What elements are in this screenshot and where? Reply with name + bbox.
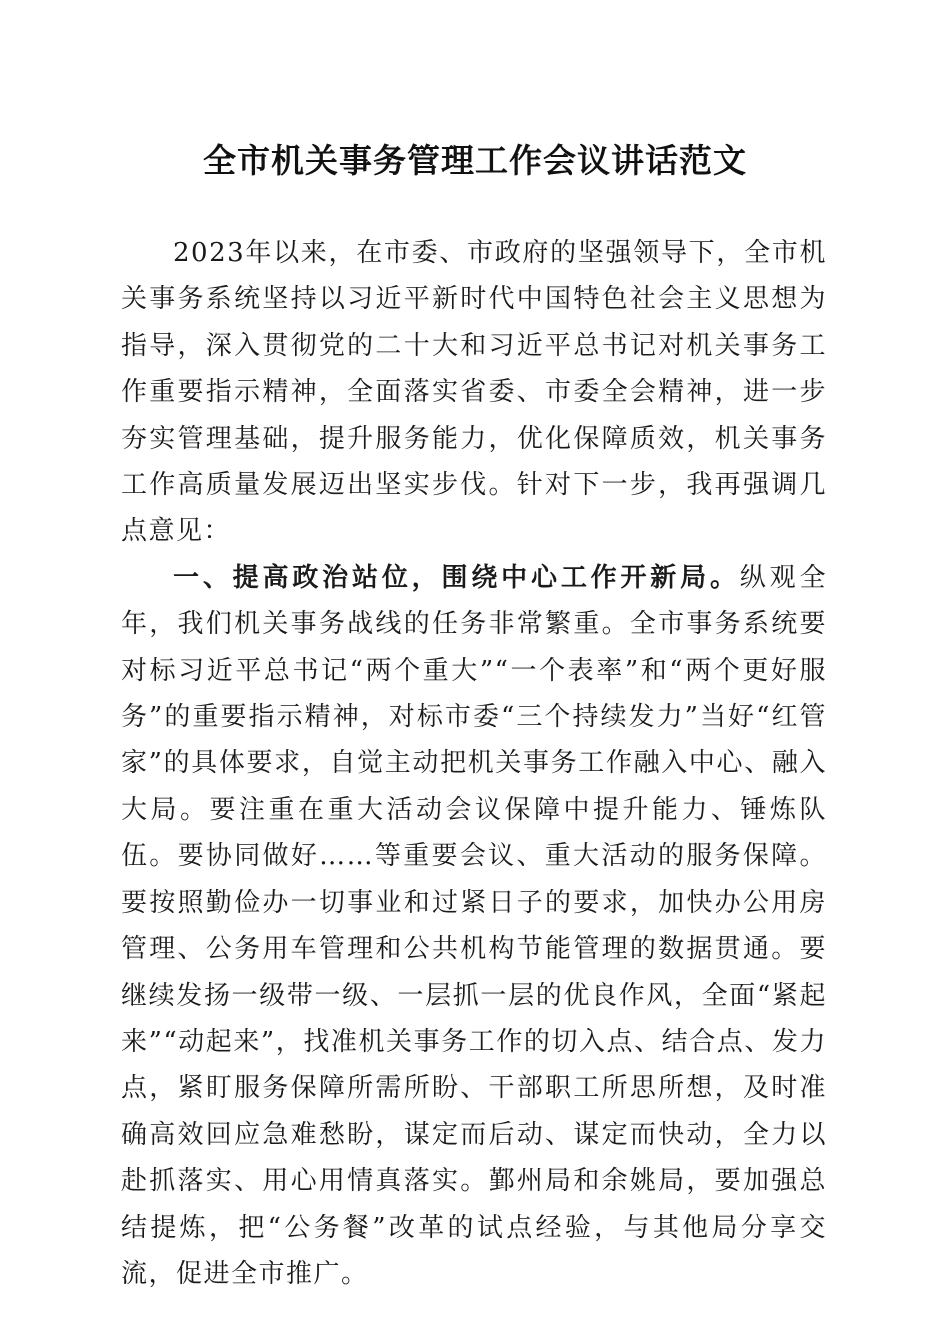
section-1-heading: 一、提高政治站位，围绕中心工作开新局。 xyxy=(173,562,740,593)
section-1-body: 纵观全年，我们机关事务战线的任务非常繁重。全市事务系统要对标习近平总书记“两个重大”“一个表率”和“两个更好服务”的重要指示精神，对标市委“三个持续发力”当好“红管家”的具体要求，自觉主动把机关事务工作融入中心、融入大局。要注重在重大活动会议保障中提升能力、锤炼队伍。要协同做好……等重要会议、重大活动的服务保障。要按照勤俭办一切事业和过紧日子的要求，加快办公用房管理、公务用车管理和公共机构节能管理的数据贯通。要继续发扬一级带一级、一层抓一层的优良作风，全面“紧起来”“动起来”，找准机关事务工作的切入点、结合点、发力点，紧盯服务保障所需所盼、干部职工所思所想，及时准确高效回应急难愁盼，谋定而后动、谋定而快动，全力以赴抓落实、用心用情真落实。鄞州局和余姚局，要加强总结提炼，把“公务餐”改革的试点经验，与其他局分享交流，促进全市推广。 xyxy=(121,562,827,1289)
section-1-paragraph xyxy=(121,555,827,1298)
intro-paragraph: 2023年以来，在市委、市政府的坚强领导下，全市机关事务系统坚持以习近平新时代中国特色社会主义思想为指导，深入贯彻党的二十大和习近平总书记对机关事务工作重要指示精神，全面落实省委、市委全会精神，进一步夯实管理基础，提升服务能力，优化保障质效，机关事务工作高质量发展迈出坚实步伐。针对下一步，我再强调几点意见： xyxy=(121,238,827,547)
document-body xyxy=(121,230,827,1297)
document-title: 全市机关事务管理工作会议讲话范文 xyxy=(203,141,747,180)
